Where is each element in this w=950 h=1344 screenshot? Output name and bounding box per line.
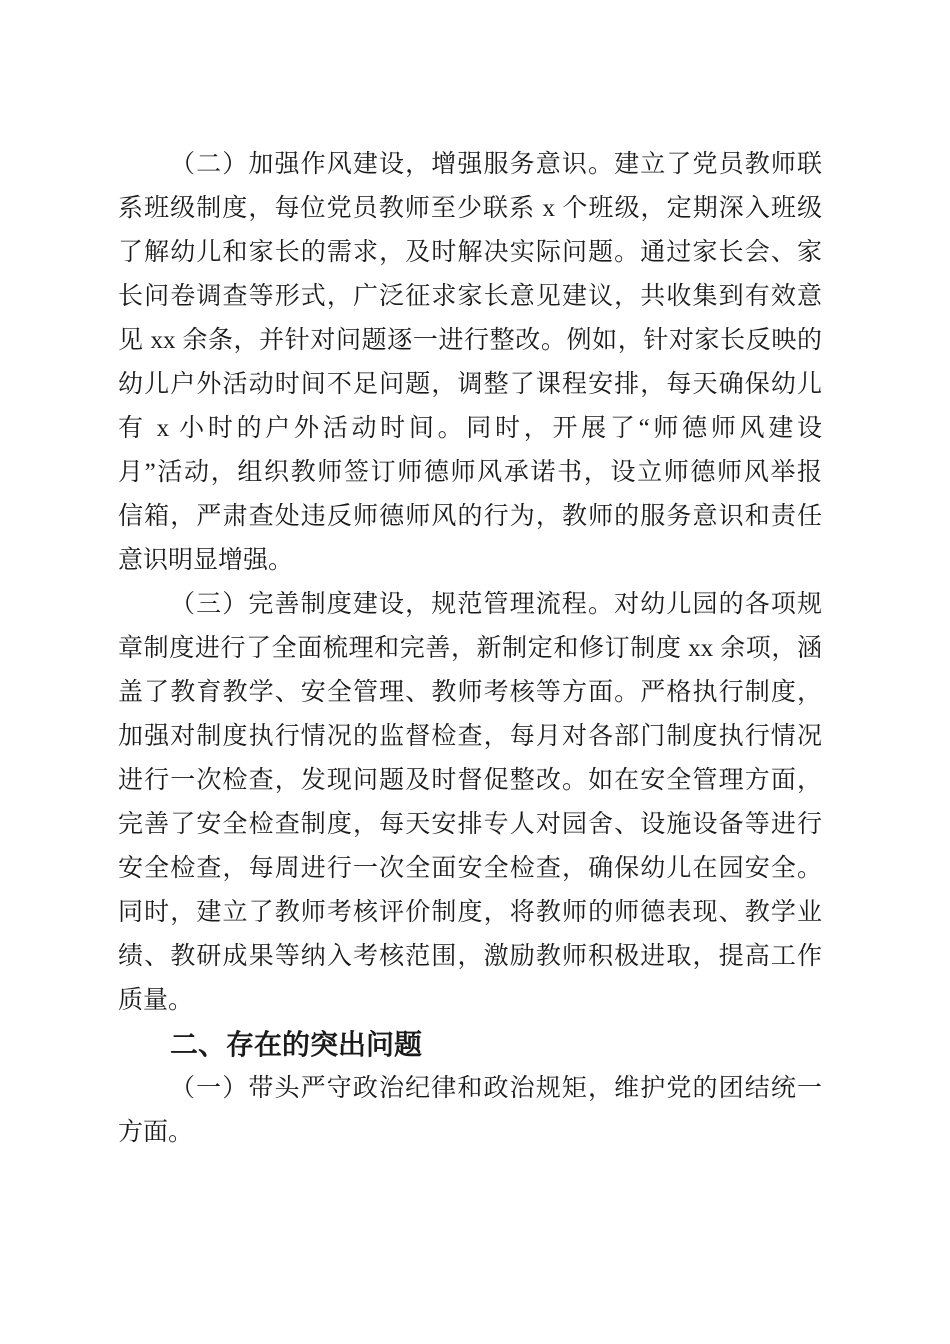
text-line: 同时，建立了教师考核评价制度，将教师的师德表现、教学业	[118, 899, 822, 926]
text-line: 月”活动，组织教师签订师德师风承诺书，设立师德师风举报	[118, 459, 822, 486]
text-line: 幼儿户外活动时间不足问题，调整了课程安排，每天确保幼儿	[118, 371, 822, 398]
text-line: 有 x 小时的户外活动时间。同时，开展了“师德师风建设	[118, 415, 822, 442]
text-line: 意识明显增强。	[118, 547, 294, 574]
text-line: 进行一次检查，发现问题及时督促整改。如在安全管理方面，	[118, 767, 822, 794]
text-line: （三）完善制度建设，规范管理流程。对幼儿园的各项规	[170, 591, 822, 618]
text-line: 安全检查，每周进行一次全面安全检查，确保幼儿在园安全。	[118, 855, 822, 882]
text-line: 方面。	[118, 1119, 194, 1146]
text-line: 系班级制度，每位党员教师至少联系 x 个班级，定期深入班级	[118, 195, 822, 222]
text-line: 章制度进行了全面梳理和完善，新制定和修订制度 xx 余项，涵	[118, 635, 822, 662]
body-paragraph	[118, 143, 822, 583]
text-line: 质量。	[118, 987, 194, 1014]
text-line: 绩、教研成果等纳入考核范围，激励教师积极进取，提高工作	[118, 943, 822, 970]
text-line: 加强对制度执行情况的监督检查，每月对各部门制度执行情况	[118, 723, 822, 750]
text-line: （二）加强作风建设，增强服务意识。建立了党员教师联	[170, 151, 822, 178]
text-line: 了解幼儿和家长的需求，及时解决实际问题。通过家长会、家	[118, 239, 822, 266]
text-line: 见 xx 余条，并针对问题逐一进行整改。例如，针对家长反映的	[118, 327, 822, 354]
text-line: 盖了教育教学、安全管理、教师考核等方面。严格执行制度，	[118, 679, 822, 706]
text-line: 长问卷调查等形式，广泛征求家长意见建议，共收集到有效意	[118, 283, 822, 310]
section-heading	[118, 1023, 822, 1067]
text-line: 信箱，严肃查处违反师德师风的行为，教师的服务意识和责任	[118, 503, 822, 530]
document-body	[118, 143, 822, 1155]
text-line: 完善了安全检查制度，每天安排专人对园舍、设施设备等进行	[118, 811, 822, 838]
body-paragraph	[118, 583, 822, 1023]
text-line: （一）带头严守政治纪律和政治规矩，维护党的团结统一	[170, 1075, 822, 1102]
heading-line: 二、存在的突出问题	[170, 1029, 423, 1060]
body-paragraph	[118, 1067, 822, 1155]
